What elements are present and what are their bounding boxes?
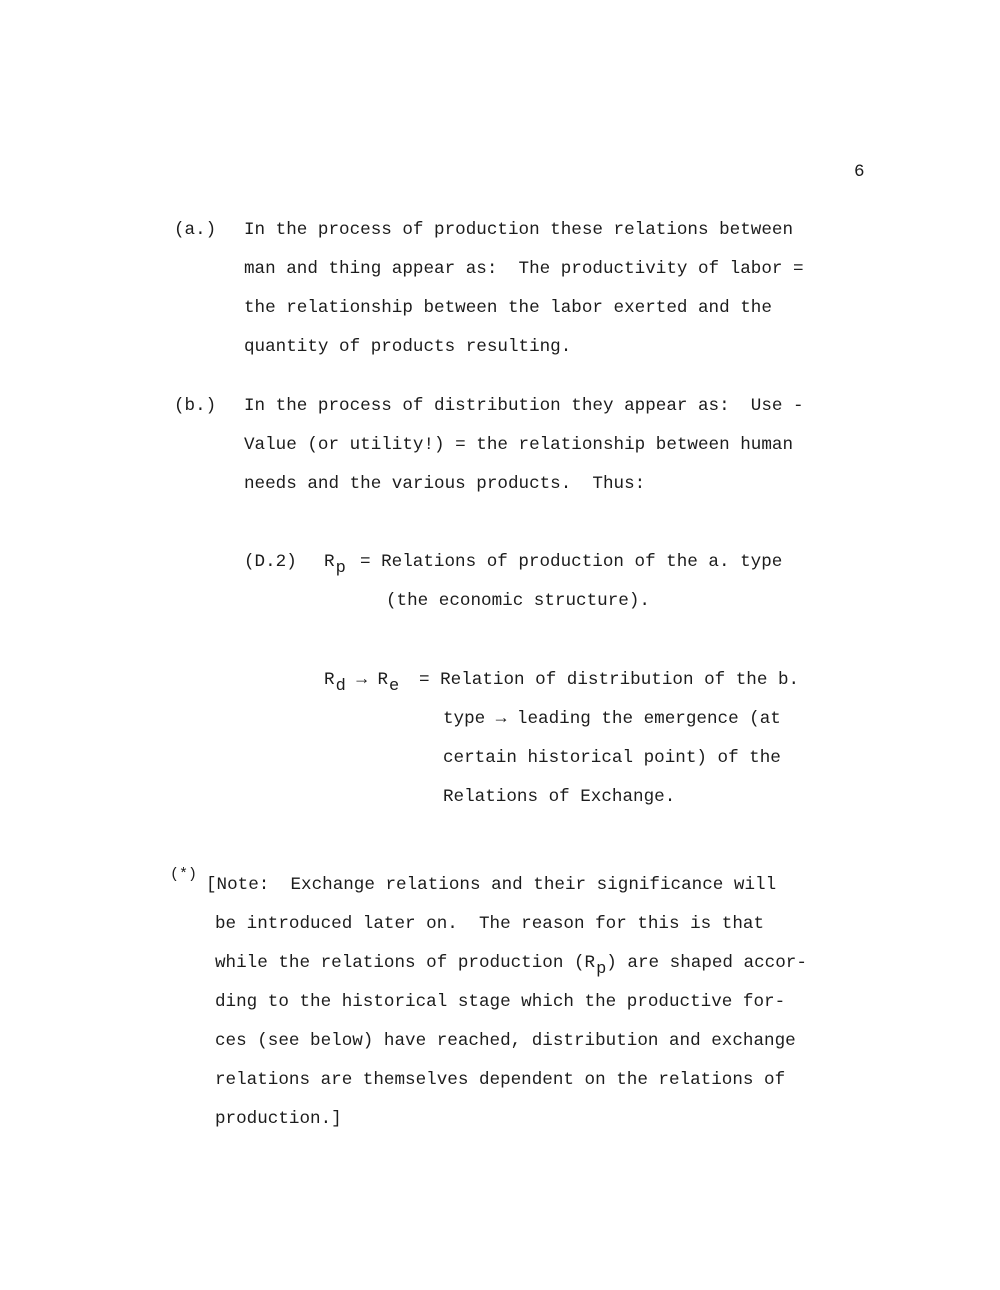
rp-subscript: p	[335, 559, 346, 578]
arrow-icon: →	[356, 670, 367, 690]
page-number: 6	[854, 162, 865, 182]
item-a-line-2: man and thing appear as: The productivity of labor =	[244, 259, 804, 279]
note-line-7: production.]	[215, 1109, 342, 1129]
rd-definition-line-4: Relations of Exchange.	[443, 787, 676, 807]
note-line-5: ces (see below) have reached, distribution and exchange	[215, 1031, 796, 1051]
item-a-line-3: the relationship between the labor exerted and the	[244, 298, 772, 318]
rd-re-symbols: $R_d \to R_e$	[324, 670, 400, 696]
rd-definition-line-1: = Relation of distribution of the b.	[419, 670, 800, 690]
note-line-3: while the relations of production $(R_p)$ are shaped accor-	[215, 953, 807, 979]
item-b-line-1: In the process of distribution they appear as: Use -	[244, 396, 804, 416]
note-marker: (*)	[170, 866, 198, 883]
item-a-label: (a.)	[174, 220, 217, 240]
rd-definition-line-2: type → leading the emergence (at	[443, 709, 781, 729]
item-b-label: (b.)	[174, 396, 217, 416]
item-a-line-4: quantity of products resulting.	[244, 337, 572, 357]
rp-definition-line-2: (the economic structure).	[386, 591, 650, 611]
item-a-line-1: In the process of production these relations between	[244, 220, 794, 240]
item-b-line-3: needs and the various products. Thus:	[244, 474, 646, 494]
note-line-2: be introduced later on. The reason for this is that	[215, 914, 765, 934]
item-b-line-2: Value (or utility!) = the relationship between human	[244, 435, 794, 455]
note-line-6: relations are themselves dependent on the relations of	[215, 1070, 786, 1090]
note-rp-subscript: p	[596, 960, 607, 979]
note-line-1: [Note: Exchange relations and their significance will	[206, 875, 777, 895]
rd-definition-line-3: certain historical point) of the	[443, 748, 781, 768]
re-subscript: e	[389, 677, 400, 696]
rp-definition-line-1: = Relations of production of the a. type	[360, 552, 783, 572]
definition-label: (D.2)	[244, 552, 297, 572]
rd-subscript: d	[335, 677, 346, 696]
note-line-4: ding to the historical stage which the productive for-	[215, 992, 786, 1012]
rp-symbol: $R_p$	[324, 552, 346, 578]
